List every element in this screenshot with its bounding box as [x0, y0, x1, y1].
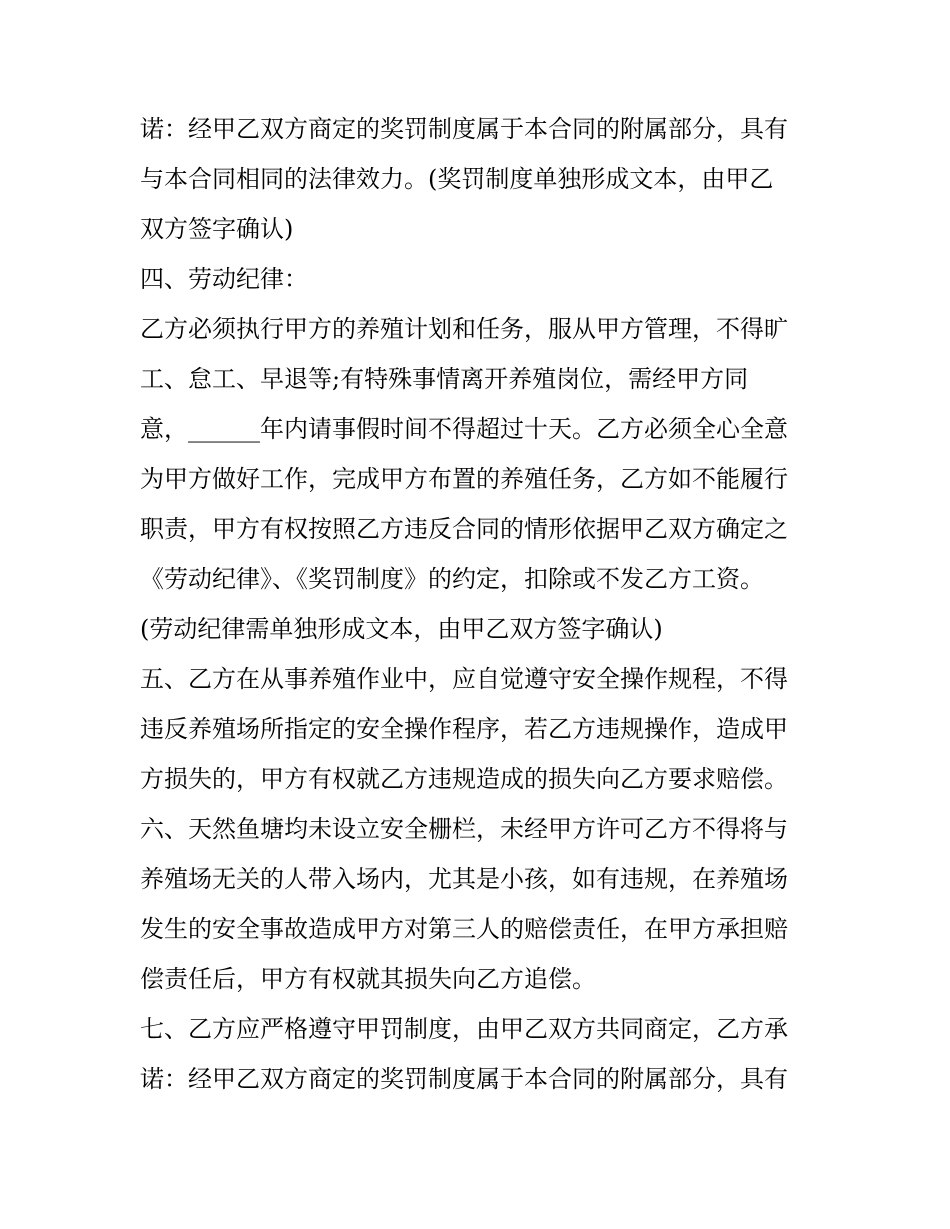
- text-line: (劳动纪律需单独形成文本，由甲乙双方签字确认): [140, 615, 663, 643]
- text-line: 诺：经甲乙双方商定的奖罚制度属于本合同的附属部分，具有: [140, 1065, 788, 1093]
- section-seven-line: 七、乙方应严格遵守甲罚制度，由甲乙双方共同商定，乙方承: [140, 1015, 788, 1043]
- text-line: 偿责任后，甲方有权就其损失向乙方追偿。: [140, 965, 596, 993]
- text-line: 双方签字确认): [140, 215, 294, 243]
- text-line: 意，______年内请事假时间不得超过十天。乙方必须全心全意: [140, 415, 788, 443]
- text-line: 与本合同相同的法律效力。(奖罚制度单独形成文本，由甲乙: [140, 165, 774, 193]
- text-line: 诺：经甲乙双方商定的奖罚制度属于本合同的附属部分，具有: [140, 115, 788, 143]
- section-five-line: 五、乙方在从事养殖作业中，应自觉遵守安全操作规程，不得: [140, 665, 788, 693]
- text-line: 乙方必须执行甲方的养殖计划和任务，服从甲方管理，不得旷: [140, 315, 788, 343]
- section-six-line: 六、天然鱼塘均未设立安全栅栏，未经甲方许可乙方不得将与: [140, 815, 788, 843]
- text-line: 职责，甲方有权按照乙方违反合同的情形依据甲乙双方确定之: [140, 515, 788, 543]
- text-line: 发生的安全事故造成甲方对第三人的赔偿责任，在甲方承担赔: [140, 915, 788, 943]
- text-line: 工、怠工、早退等;有特殊事情离开养殖岗位，需经甲方同: [140, 365, 749, 393]
- text-line: 《劳动纪律》、《奖罚制度》的约定，扣除或不发乙方工资。: [140, 565, 764, 593]
- text-line: 为甲方做好工作，完成甲方布置的养殖任务，乙方如不能履行: [140, 465, 788, 493]
- section-heading-labor-discipline: 四、劳动纪律：: [140, 265, 308, 293]
- text-line: 违反养殖场所指定的安全操作程序，若乙方违规操作，造成甲: [140, 715, 788, 743]
- text-line: 养殖场无关的人带入场内，尤其是小孩，如有违规，在养殖场: [140, 865, 788, 893]
- text-line: 方损失的，甲方有权就乙方违规造成的损失向乙方要求赔偿。: [140, 765, 788, 793]
- document-body: [140, 104, 820, 1104]
